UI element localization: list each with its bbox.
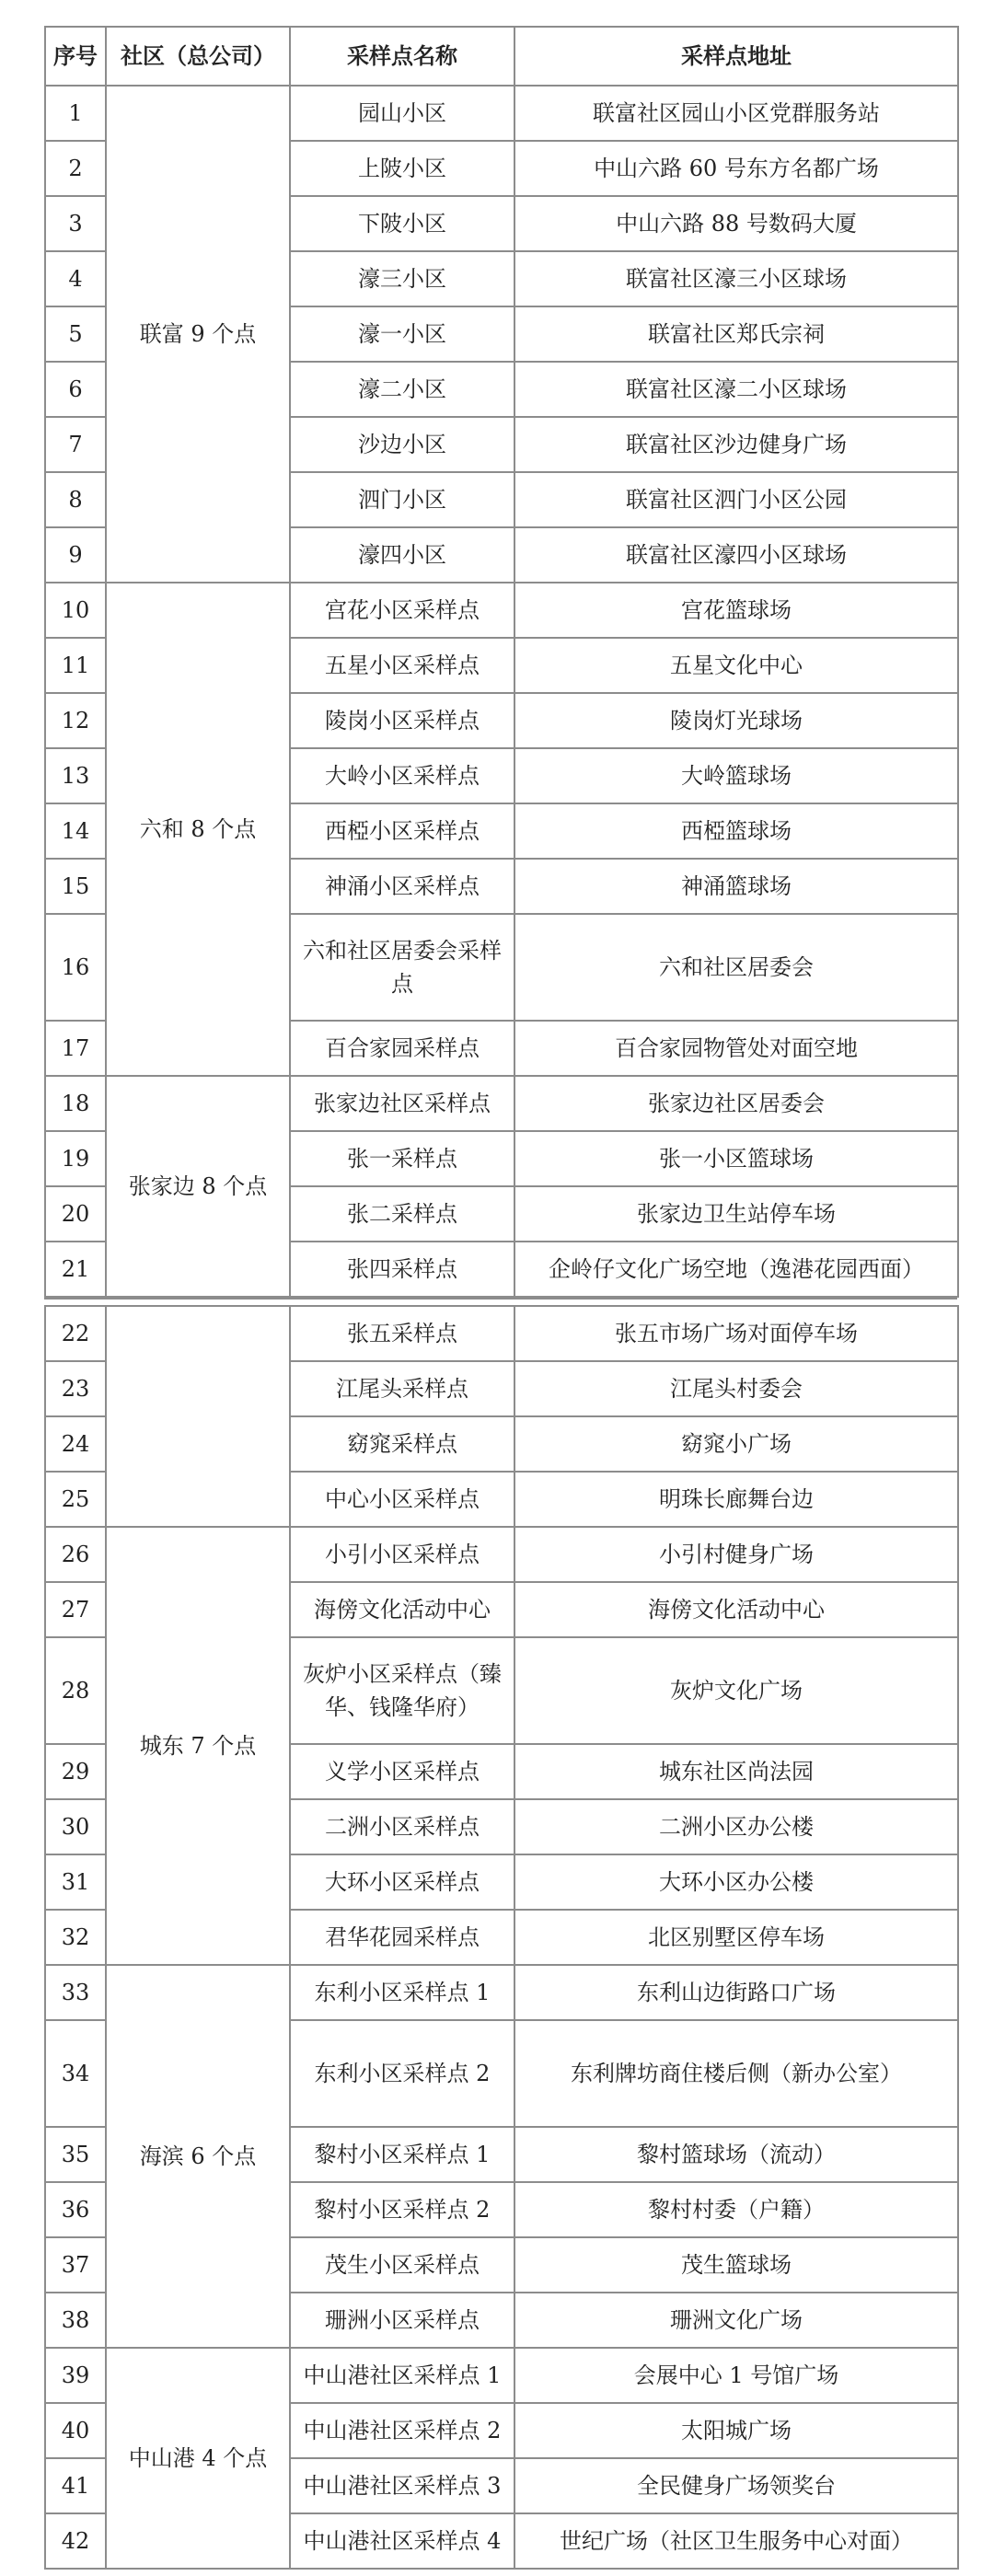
- site-address: 企岭仔文化广场空地（逸港花园西面）: [514, 1242, 958, 1297]
- site-name: 灰炉小区采样点（臻华、钱隆华府）: [290, 1637, 514, 1744]
- site-address: 茂生篮球场: [514, 2237, 958, 2293]
- row-index: 40: [45, 2403, 106, 2458]
- table-row: [45, 1306, 958, 1361]
- site-name: 泗门小区: [290, 472, 514, 527]
- row-index: 27: [45, 1582, 106, 1637]
- row-index: 15: [45, 859, 106, 914]
- site-address: 陵岗灯光球场: [514, 693, 958, 748]
- site-name: 濠二小区: [290, 362, 514, 417]
- site-address: 东利山边街路口广场: [514, 1965, 958, 2020]
- row-index: 41: [45, 2458, 106, 2513]
- header-index: 序号: [45, 27, 106, 86]
- row-index: 33: [45, 1965, 106, 2020]
- site-name: 张五采样点: [290, 1306, 514, 1361]
- row-index: 20: [45, 1186, 106, 1242]
- row-index: 8: [45, 472, 106, 527]
- row-index: 7: [45, 417, 106, 472]
- site-name: 东利小区采样点 2: [290, 2020, 514, 2127]
- site-address: 全民健身广场领奖台: [514, 2458, 958, 2513]
- row-index: 6: [45, 362, 106, 417]
- site-address: 黎村村委（户籍）: [514, 2182, 958, 2237]
- site-address: 六和社区居委会: [514, 914, 958, 1021]
- row-index: 37: [45, 2237, 106, 2293]
- row-index: 4: [45, 251, 106, 306]
- site-name: 宫花小区采样点: [290, 583, 514, 638]
- site-address: 北区别墅区停车场: [514, 1910, 958, 1965]
- site-address: 联富社区沙边健身广场: [514, 417, 958, 472]
- row-index: 9: [45, 527, 106, 583]
- site-name: 中山港社区采样点 3: [290, 2458, 514, 2513]
- row-index: 18: [45, 1076, 106, 1131]
- site-name: 下陂小区: [290, 196, 514, 251]
- table-row: [45, 2348, 958, 2403]
- row-index: 34: [45, 2020, 106, 2127]
- row-index: 12: [45, 693, 106, 748]
- site-name: 大岭小区采样点: [290, 748, 514, 803]
- site-name: 君华花园采样点: [290, 1910, 514, 1965]
- row-index: 2: [45, 141, 106, 196]
- site-name: 黎村小区采样点 1: [290, 2127, 514, 2182]
- sampling-table-part-2: [44, 1305, 959, 2570]
- site-name: 黎村小区采样点 2: [290, 2182, 514, 2237]
- site-address: 太阳城广场: [514, 2403, 958, 2458]
- site-address: 五星文化中心: [514, 638, 958, 693]
- site-name: 西椏小区采样点: [290, 803, 514, 859]
- row-index: 3: [45, 196, 106, 251]
- site-name: 中心小区采样点: [290, 1472, 514, 1527]
- site-address: 中山六路 88 号数码大厦: [514, 196, 958, 251]
- site-address: 联富社区郑氏宗祠: [514, 306, 958, 362]
- table-row: [45, 583, 958, 638]
- site-address: 西椏篮球场: [514, 803, 958, 859]
- row-index: 38: [45, 2293, 106, 2348]
- site-name: 濠三小区: [290, 251, 514, 306]
- site-address: 世纪广场（社区卫生服务中心对面）: [514, 2513, 958, 2569]
- table-row: [45, 1076, 958, 1131]
- site-name: 珊洲小区采样点: [290, 2293, 514, 2348]
- page-divider: [44, 1298, 957, 1300]
- site-name: 张一采样点: [290, 1131, 514, 1186]
- site-address: 中山六路 60 号东方名都广场: [514, 141, 958, 196]
- row-index: 5: [45, 306, 106, 362]
- site-name: 张二采样点: [290, 1186, 514, 1242]
- row-index: 26: [45, 1527, 106, 1582]
- site-name: 濠四小区: [290, 527, 514, 583]
- row-index: 35: [45, 2127, 106, 2182]
- community-cell: 海滨 6 个点: [106, 1965, 290, 2348]
- site-address: 大环小区办公楼: [514, 1854, 958, 1910]
- site-address: 黎村篮球场（流动）: [514, 2127, 958, 2182]
- site-name: 六和社区居委会采样点: [290, 914, 514, 1021]
- sampling-table-part-1: [44, 26, 959, 1298]
- header-site-name: 采样点名称: [290, 27, 514, 86]
- row-index: 25: [45, 1472, 106, 1527]
- site-name: 窈窕采样点: [290, 1416, 514, 1472]
- site-name: 中山港社区采样点 1: [290, 2348, 514, 2403]
- row-index: 10: [45, 583, 106, 638]
- site-address: 小引村健身广场: [514, 1527, 958, 1582]
- site-name: 海傍文化活动中心: [290, 1582, 514, 1637]
- site-address: 张五市场广场对面停车场: [514, 1306, 958, 1361]
- community-cell: 城东 7 个点: [106, 1527, 290, 1965]
- site-name: 张家边社区采样点: [290, 1076, 514, 1131]
- row-index: 14: [45, 803, 106, 859]
- site-address: 明珠长廊舞台边: [514, 1472, 958, 1527]
- community-cell: 中山港 4 个点: [106, 2348, 290, 2569]
- community-cell-continued: [106, 1306, 290, 1527]
- row-index: 39: [45, 2348, 106, 2403]
- site-address: 联富社区濠三小区球场: [514, 251, 958, 306]
- site-name: 茂生小区采样点: [290, 2237, 514, 2293]
- site-address: 窈窕小广场: [514, 1416, 958, 1472]
- site-address: 张家边卫生站停车场: [514, 1186, 958, 1242]
- site-name: 东利小区采样点 1: [290, 1965, 514, 2020]
- site-name: 二洲小区采样点: [290, 1799, 514, 1854]
- header-site-address: 采样点地址: [514, 27, 958, 86]
- site-address: 联富社区泗门小区公园: [514, 472, 958, 527]
- row-index: 11: [45, 638, 106, 693]
- site-address: 会展中心 1 号馆广场: [514, 2348, 958, 2403]
- site-name: 义学小区采样点: [290, 1744, 514, 1799]
- row-index: 36: [45, 2182, 106, 2237]
- site-address: 海傍文化活动中心: [514, 1582, 958, 1637]
- row-index: 23: [45, 1361, 106, 1416]
- row-index: 28: [45, 1637, 106, 1744]
- community-cell: 联富 9 个点: [106, 86, 290, 583]
- site-address: 灰炉文化广场: [514, 1637, 958, 1744]
- site-address: 二洲小区办公楼: [514, 1799, 958, 1854]
- site-name: 陵岗小区采样点: [290, 693, 514, 748]
- community-cell: 六和 8 个点: [106, 583, 290, 1076]
- site-address: 张家边社区居委会: [514, 1076, 958, 1131]
- row-index: 29: [45, 1744, 106, 1799]
- row-index: 13: [45, 748, 106, 803]
- site-address: 联富社区园山小区党群服务站: [514, 86, 958, 141]
- site-address: 东利牌坊商住楼后侧（新办公室）: [514, 2020, 958, 2127]
- site-name: 张四采样点: [290, 1242, 514, 1297]
- row-index: 42: [45, 2513, 106, 2569]
- row-index: 30: [45, 1799, 106, 1854]
- site-name: 百合家园采样点: [290, 1021, 514, 1076]
- community-cell: 张家边 8 个点: [106, 1076, 290, 1297]
- table-row: [45, 86, 958, 141]
- site-name: 五星小区采样点: [290, 638, 514, 693]
- table-row: [45, 1527, 958, 1582]
- site-name: 上陂小区: [290, 141, 514, 196]
- site-name: 沙边小区: [290, 417, 514, 472]
- site-name: 园山小区: [290, 86, 514, 141]
- table-row: [45, 1965, 958, 2020]
- site-name: 濠一小区: [290, 306, 514, 362]
- site-address: 珊洲文化广场: [514, 2293, 958, 2348]
- site-name: 中山港社区采样点 4: [290, 2513, 514, 2569]
- table-header-row: [45, 27, 958, 86]
- row-index: 1: [45, 86, 106, 141]
- row-index: 17: [45, 1021, 106, 1076]
- site-name: 江尾头采样点: [290, 1361, 514, 1416]
- site-address: 百合家园物管处对面空地: [514, 1021, 958, 1076]
- row-index: 16: [45, 914, 106, 1021]
- site-address: 城东社区尚法园: [514, 1744, 958, 1799]
- row-index: 31: [45, 1854, 106, 1910]
- site-address: 宫花篮球场: [514, 583, 958, 638]
- row-index: 32: [45, 1910, 106, 1965]
- site-name: 神涌小区采样点: [290, 859, 514, 914]
- site-address: 大岭篮球场: [514, 748, 958, 803]
- site-name: 中山港社区采样点 2: [290, 2403, 514, 2458]
- site-name: 小引小区采样点: [290, 1527, 514, 1582]
- row-index: 24: [45, 1416, 106, 1472]
- site-address: 江尾头村委会: [514, 1361, 958, 1416]
- site-address: 神涌篮球场: [514, 859, 958, 914]
- header-community: 社区（总公司）: [106, 27, 290, 86]
- site-address: 联富社区濠二小区球场: [514, 362, 958, 417]
- row-index: 21: [45, 1242, 106, 1297]
- site-name: 大环小区采样点: [290, 1854, 514, 1910]
- site-address: 联富社区濠四小区球场: [514, 527, 958, 583]
- row-index: 22: [45, 1306, 106, 1361]
- site-address: 张一小区篮球场: [514, 1131, 958, 1186]
- row-index: 19: [45, 1131, 106, 1186]
